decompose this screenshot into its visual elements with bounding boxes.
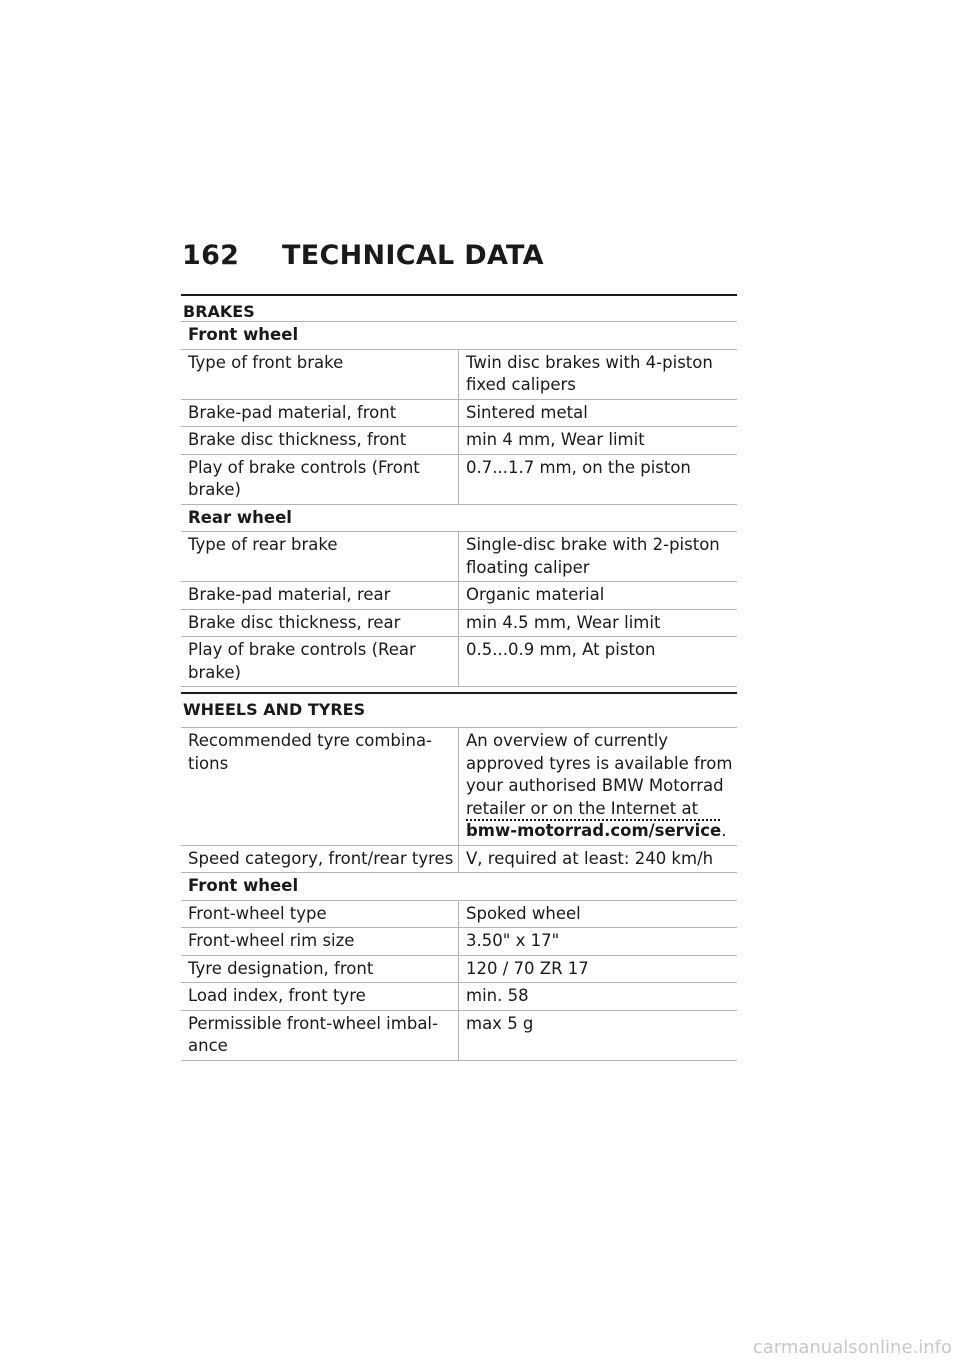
table-subheading-row	[181, 504, 737, 532]
brakes-heading: BRAKES	[181, 294, 737, 322]
table-row	[181, 845, 737, 873]
chapter-title: TECHNICAL DATA	[282, 240, 544, 271]
spec-label: Speed category, front/rear tyres	[181, 845, 459, 873]
watermark: carmanualsonline.info	[752, 1337, 952, 1358]
table-row	[181, 928, 737, 956]
table-row	[181, 983, 737, 1011]
spec-value	[459, 728, 738, 845]
table-row	[181, 399, 737, 427]
table-row	[181, 349, 737, 399]
table-row	[181, 637, 737, 687]
spec-value: min 4.5 mm, Wear limit	[459, 609, 738, 637]
spec-value: 0.5...0.9 mm, At piston	[459, 637, 738, 687]
spec-label: Brake disc thickness, front	[181, 427, 459, 455]
table-row	[181, 609, 737, 637]
front-wheel-heading: Front wheel	[181, 873, 737, 901]
wheels-section	[181, 692, 737, 1061]
spec-label: Permissible front-wheel imbal- ance	[181, 1010, 459, 1060]
table-row	[181, 955, 737, 983]
table-row	[181, 1010, 737, 1060]
spec-label: Brake disc thickness, rear	[181, 609, 459, 637]
wheels-table	[181, 728, 737, 1061]
spec-value: 3.50" x 17"	[459, 928, 738, 956]
spec-label: Play of brake controls (Rear brake)	[181, 637, 459, 687]
spec-value: 0.7...1.7 mm, on the piston	[459, 454, 738, 504]
front-wheel-heading: Front wheel	[181, 322, 737, 349]
service-link[interactable]: bmw-motorrad.com/service	[466, 821, 722, 840]
spec-value: Sintered metal	[459, 399, 738, 427]
rear-wheel-heading: Rear wheel	[181, 504, 737, 532]
table-row	[181, 900, 737, 928]
table-row	[181, 532, 737, 582]
spec-label: Type of rear brake	[181, 532, 459, 582]
table-row	[181, 582, 737, 610]
spec-value: min. 58	[459, 983, 738, 1011]
link-suffix: .	[721, 821, 727, 840]
spec-value: V, required at least: 240 km/h	[459, 845, 738, 873]
spec-value: Spoked wheel	[459, 900, 738, 928]
spec-label: Brake-pad material, rear	[181, 582, 459, 610]
spec-label: Type of front brake	[181, 349, 459, 399]
page-title	[182, 240, 544, 271]
spec-value: max 5 g	[459, 1010, 738, 1060]
recommended-tyres-text: An overview of currently approved tyres is available from your authorised BMW Motorrad retailer or on the Internet at	[466, 731, 733, 818]
table-row	[181, 728, 737, 845]
spec-value: 120 / 70 ZR 17	[459, 955, 738, 983]
table-subheading-row	[181, 322, 737, 349]
table-row	[181, 454, 737, 504]
spec-label: Front-wheel type	[181, 900, 459, 928]
spec-value: Organic material	[459, 582, 738, 610]
brakes-section	[181, 294, 737, 687]
table-subheading-row	[181, 873, 737, 901]
spec-value: Single-disc brake with 2-piston floating caliper	[459, 532, 738, 582]
spec-label: Recommended tyre combina- tions	[181, 728, 459, 845]
page-number: 162	[182, 240, 240, 271]
spec-label: Load index, front tyre	[181, 983, 459, 1011]
spec-label: Brake-pad material, front	[181, 399, 459, 427]
spec-label: Front-wheel rim size	[181, 928, 459, 956]
spec-value: Twin disc brakes with 4-piston fixed calipers	[459, 349, 738, 399]
spec-label: Tyre designation, front	[181, 955, 459, 983]
spec-label: Play of brake controls (Front brake)	[181, 454, 459, 504]
spec-value: min 4 mm, Wear limit	[459, 427, 738, 455]
table-row	[181, 427, 737, 455]
brakes-table	[181, 322, 737, 687]
wheels-heading: WHEELS AND TYRES	[181, 692, 737, 728]
